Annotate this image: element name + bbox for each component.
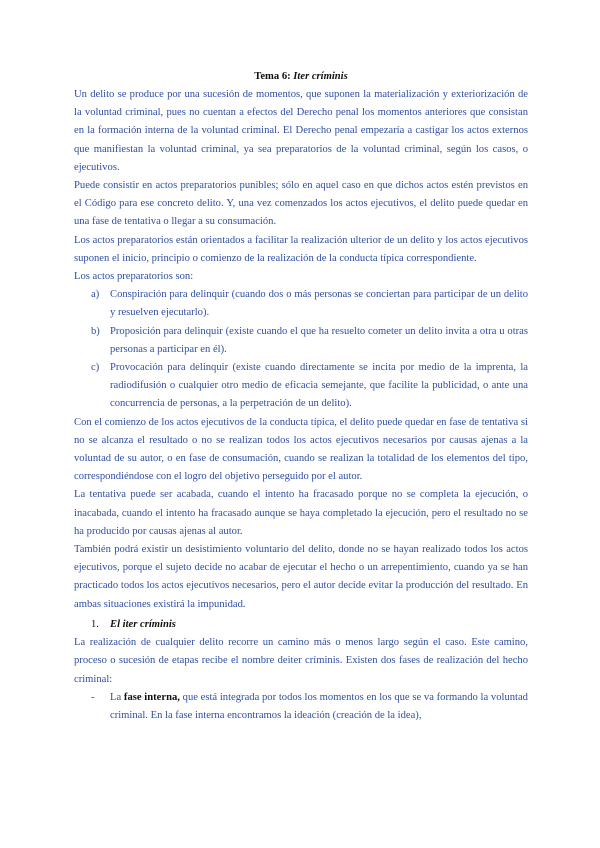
dash-text: que está integrada por todos los momentos en los que se va formando la voluntad criminal. En la fase interna encontramos la ideación (creación de la idea), xyxy=(110,691,528,721)
dash-list-item xyxy=(74,689,528,725)
title-prefix: Tema 6: xyxy=(254,71,291,82)
section-heading xyxy=(74,616,528,634)
list-item-text: Conspiración para delinquir (cuando dos o más personas se conciertan para participar de un delito y resuelven ejecutarlo). xyxy=(110,289,528,319)
paragraph: Los actos preparatorios están orientados a facilitar la realización ulterior de un delito y los actos ejecutivos suponen el inicio, principio o comienzo de la realización de la conducta típica correspondiente. xyxy=(74,234,528,264)
list-item-text: Proposición para delinquir (existe cuando el que ha resuelto cometer un delito invita a otra u otras personas a participar en él). xyxy=(110,325,528,355)
section-title: El iter críminis xyxy=(110,618,176,630)
list-marker: a) xyxy=(91,289,100,301)
paragraph: También podrá existir un desistimiento voluntario del delito, donde no se hayan realizado todos los actos ejecutivos, porque el sujeto decide no acabar de ejecutar el hecho o un arrepentimiento, cuando ya se han practicado todos los actos ejecutivos necesarios, pero el autor decide evitar la producción del resultado. En ambas situaciones existirá la impunidad. xyxy=(74,544,528,610)
document-title xyxy=(74,68,528,86)
preparatory-acts-list xyxy=(74,286,528,413)
list-item xyxy=(74,359,528,414)
list-marker: c) xyxy=(91,362,100,374)
list-item xyxy=(74,323,528,359)
paragraph: La realización de cualquier delito recorre un camino más o menos largo según el caso. Este camino, proceso o sucesión de etapas recibe el nombre deiter críminis. Existen dos fases de realización del hecho criminal: xyxy=(74,637,528,685)
paragraph: Puede consistir en actos preparatorios punibles; sólo en aquel caso en que dichos actos estén previstos en el Código para ese concreto delito. Y, una vez comenzados los actos ejecutivos, el delito puede quedar en una fase de tentativa o llegar a su consumación. xyxy=(74,180,528,228)
document-content xyxy=(74,68,528,725)
list-item xyxy=(74,286,528,322)
paragraph: Con el comienzo de los actos ejecutivos de la conducta típica, el delito puede quedar en fase de tentativa si no se alcanza el resultado o no se realizan todos los actos ejecutivos necesarios por causas ajenas a la voluntad de su autor, o en fase de consumación, cuando se realizan la totalidad de los elementos del tipo, correspondiéndose con el logro del objetivo perseguido por el autor. xyxy=(74,416,528,483)
list-item-text: Provocación para delinquir (existe cuando directamente se incita por medio de la imprenta, la radiodifusión o cualquier otro medio de eficacia semejante, que facilite la publicidad, o ante una concurrencia de personas, a la perpetración de un delito). xyxy=(110,362,528,410)
paragraph: Un delito se produce por una sucesión de momentos, que suponen la materialización y exteriorización de la voluntad criminal, pues no cuentan a efectos del Derecho penal los momentos anteriores que consistan en la formación interna de la voluntad criminal. El Derecho penal empezaría a castigar los actos externos que manifiestan la voluntad criminal, ya sea preparatorios de la voluntad criminal, según los casos, o ejecutivos. xyxy=(74,89,528,173)
section-number: 1. xyxy=(91,618,99,630)
paragraph: La tentativa puede ser acabada, cuando el intento ha fracasado porque no se completa la ejecución, o inacabada, cuando el intento ha fracasado aunque se haya completado la ejecución, pero el resultado no se ha producido por causas ajenas al autor. xyxy=(74,489,528,537)
dash-prefix: La xyxy=(110,691,122,703)
list-marker: b) xyxy=(91,325,100,337)
title-italic: Iter críminis xyxy=(293,71,348,82)
paragraph: Los actos preparatorios son: xyxy=(74,271,194,283)
dash-bold-term: fase interna, xyxy=(123,691,180,703)
dash-marker: - xyxy=(91,691,95,703)
